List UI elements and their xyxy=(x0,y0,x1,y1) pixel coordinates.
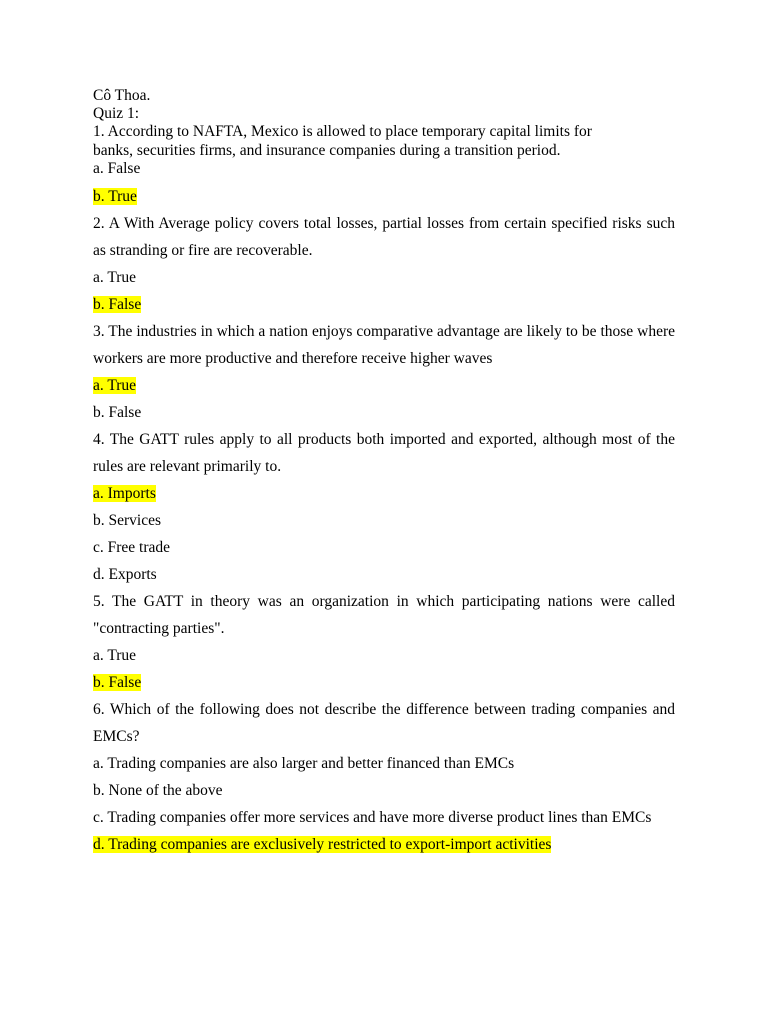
question-6: 6. Which of the following does not describe the difference between trading companies and EMCs? xyxy=(93,701,675,746)
question-6-option-c: c. Trading companies offer more services and have more diverse product lines than EMCs xyxy=(93,809,652,827)
header-block xyxy=(93,87,675,178)
question-4-option-b: b. Services xyxy=(93,512,162,530)
answer-highlight: a. True xyxy=(93,377,137,395)
question-1-option-b xyxy=(93,183,675,210)
quiz-title: Quiz 1: xyxy=(93,105,140,123)
question-4-option-d: d. Exports xyxy=(93,566,157,584)
question-2: 2. A With Average policy covers total losses, partial losses from certain specified risks such as stranding or fire are recoverable. xyxy=(93,215,675,260)
question-1-line-2: banks, securities firms, and insurance companies during a transition period. xyxy=(93,141,561,159)
question-1-option-a: a. False xyxy=(93,159,141,177)
question-5: 5. The GATT in theory was an organization in which participating nations were called "contracting parties". xyxy=(93,593,675,638)
question-6-option-d xyxy=(93,831,675,858)
question-4-option-a xyxy=(93,480,675,507)
answer-highlight: b. False xyxy=(93,296,142,314)
question-3-option-a xyxy=(93,372,675,399)
question-5-option-a: a. True xyxy=(93,647,137,665)
question-6-option-b: b. None of the above xyxy=(93,782,223,800)
question-5-option-b xyxy=(93,669,675,696)
question-3-option-b: b. False xyxy=(93,404,142,422)
quiz-document xyxy=(93,87,675,858)
answer-highlight: b. False xyxy=(93,674,142,692)
question-2-option-a: a. True xyxy=(93,269,137,287)
question-4: 4. The GATT rules apply to all products both imported and exported, although most of the rules are relevant primarily to. xyxy=(93,431,675,476)
question-3: 3. The industries in which a nation enjoys comparative advantage are likely to be those where workers are more productive and therefore receive higher waves xyxy=(93,323,675,368)
answer-highlight: b. True xyxy=(93,188,137,206)
answer-highlight: a. Imports xyxy=(93,485,156,503)
question-4-option-c: c. Free trade xyxy=(93,539,171,557)
question-1-line-1: 1. According to NAFTA, Mexico is allowed to place temporary capital limits for xyxy=(93,123,592,141)
answer-highlight: d. Trading companies are exclusively restricted to export-import activities xyxy=(93,836,552,854)
question-6-option-a: a. Trading companies are also larger and better financed than EMCs xyxy=(93,755,515,773)
question-2-option-b xyxy=(93,291,675,318)
teacher-name: Cô Thoa. xyxy=(93,87,151,104)
